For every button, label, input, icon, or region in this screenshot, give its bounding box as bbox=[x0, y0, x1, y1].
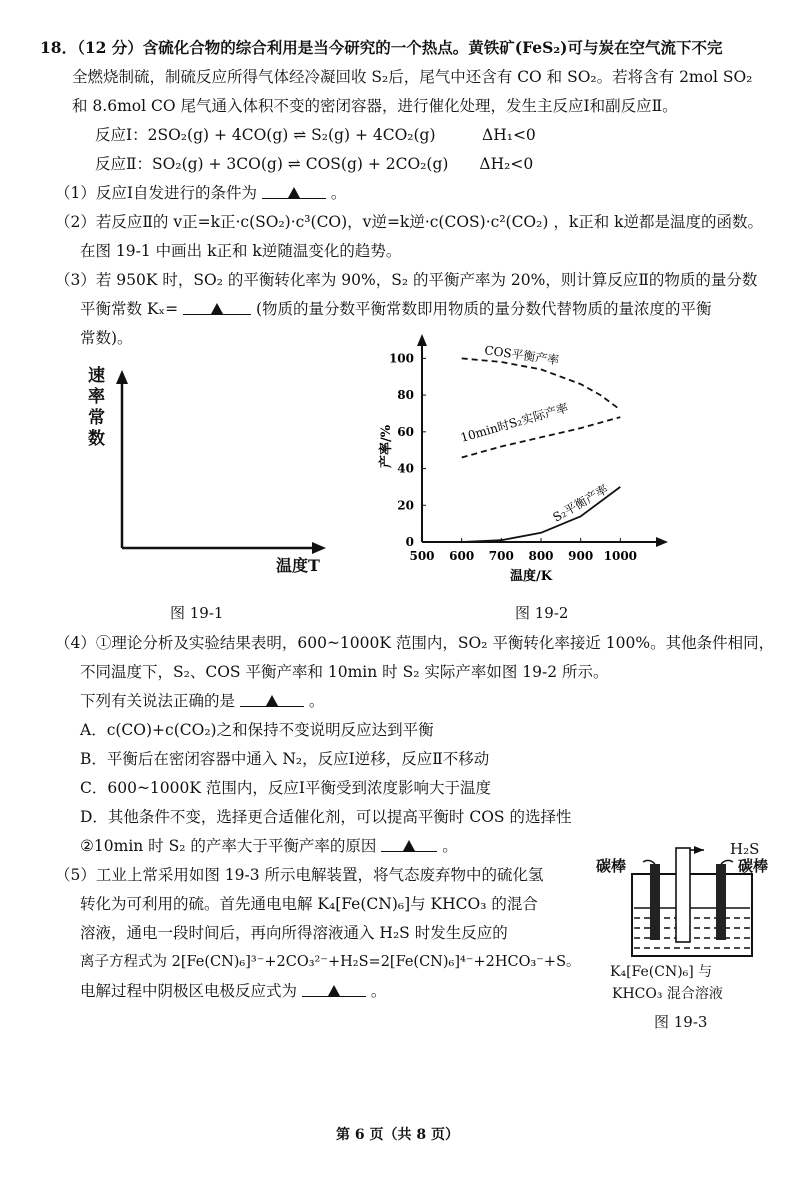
option-d[interactable]: D．其他条件不变，选择更合适催化剂，可以提高平衡时 COS 的选择性 bbox=[80, 808, 572, 826]
answer-blank-4-2[interactable] bbox=[381, 835, 437, 852]
answer-blank-5[interactable] bbox=[302, 980, 366, 997]
part-4-line-1: （4）①理论分析及实验结果表明，600~1000K 范围内，SO₂ 平衡转化率接近 100%。其他条件相同， bbox=[55, 634, 775, 652]
answer-blank-1[interactable] bbox=[262, 182, 326, 199]
part-5-line-4: 离子方程式为 2[Fe(CN)₆]³⁻+2CO₃²⁻+H₂S=2[Fe(CN)₆]⁴⁻+2HCO₃⁻+S。 bbox=[80, 954, 581, 970]
part-5-prompt: 电解过程中阴极区电极反应式为 bbox=[80, 982, 298, 1000]
part-4-prompt-end: 。 bbox=[308, 692, 325, 710]
right-carbon-rod bbox=[716, 864, 726, 940]
option-a[interactable]: A．c(CO)+c(CO₂)之和保持不变说明反应达到平衡 bbox=[80, 721, 434, 739]
fig2-y-tick-label: 80 bbox=[397, 388, 414, 403]
part-5-line-3: 溶液，通电一段时间后，再向所得溶液通入 H₂S 时发生反应的 bbox=[80, 924, 508, 942]
fig2-x-tick-label: 600 bbox=[449, 549, 475, 563]
fig2-y-tick-label: 40 bbox=[397, 461, 414, 476]
fig2-ylabel: 产率/% bbox=[379, 424, 394, 468]
intro-line-3: 和 8.6mol CO 尾气通入体积不变的密闭容器，进行催化处理，发生主反应Ⅰ和副反应Ⅱ。 bbox=[72, 97, 678, 115]
part-3-line-2 bbox=[80, 298, 712, 320]
fig2-x-tick-label: 800 bbox=[528, 549, 554, 563]
figure-19-2[interactable] bbox=[360, 330, 680, 590]
fig3-caption: 图 19-3 bbox=[654, 1013, 708, 1031]
option-c[interactable]: C．600~1000K 范围内，反应Ⅰ平衡受到浓度影响大于温度 bbox=[80, 779, 492, 797]
part-4-q2-end: 。 bbox=[442, 837, 458, 855]
part-1-text: （1）反应Ⅰ自发进行的条件为 bbox=[55, 184, 257, 202]
part-1 bbox=[55, 182, 346, 204]
fig2-caption: 图 19-2 bbox=[515, 604, 569, 622]
part-4-prompt: 下列有关说法正确的是 bbox=[80, 692, 236, 710]
part-2-line-2: 在图 19-1 中画出 k正和 k逆随温变化的趋势。 bbox=[80, 242, 402, 260]
part-3-line-1: （3）若 950K 时，SO₂ 的平衡转化率为 90%，S₂ 的平衡产率为 20%，则计算反应Ⅱ的物质的量分数 bbox=[55, 271, 758, 289]
part-2-line-1: （2）若反应Ⅱ的 v正=k正·c(SO₂)·c³(CO)，v逆=k逆·c(COS)·c²(CO₂) ，k正和 k逆都是温度的函数。 bbox=[55, 213, 764, 231]
reaction-2: 反应Ⅱ：SO₂(g) + 3CO(g) ⇌ COS(g) + 2CO₂(g) ΔH₂<0 bbox=[95, 155, 534, 173]
part-4-q2-text: ②10min 时 S₂ 的产率大于平衡产率的原因 bbox=[80, 837, 377, 855]
fig2-label-cos: COS平衡产率 bbox=[483, 343, 561, 368]
intro-line-2: 全燃烧制硫，制硫反应所得气体经冷凝回收 S₂后，尾气中还含有 CO 和 SO₂。若将含有 2mol SO₂ bbox=[72, 68, 753, 86]
part-5-line-2: 转化为可利用的硫。首先通电电解 K₄[Fe(CN)₆]与 KHCO₃ 的混合 bbox=[80, 895, 538, 913]
fig1-xlabel: 温度T bbox=[276, 556, 320, 575]
solution-label-1: K₄[Fe(CN)₆] 与 bbox=[610, 964, 713, 980]
fig1-ylabel: 速 率 常 数 bbox=[88, 366, 105, 449]
fig2-x-tick-label: 1000 bbox=[603, 549, 638, 563]
gas-inlet-tube bbox=[676, 848, 690, 942]
fig2-x-tick-label: 900 bbox=[568, 549, 594, 563]
fig2-xlabel: 温度/K bbox=[510, 569, 553, 584]
left-electrode-label: 碳棒 bbox=[596, 857, 627, 875]
triangle-icon bbox=[266, 695, 278, 706]
triangle-icon bbox=[211, 303, 223, 314]
solution-label-2: KHCO₃ 混合溶液 bbox=[612, 986, 723, 1002]
triangle-icon bbox=[403, 840, 415, 851]
part-3-note: (物质的量分数平衡常数即用物质的量分数代替物质的量浓度的平衡 bbox=[255, 300, 712, 318]
right-electrode-label: 碳棒 bbox=[738, 857, 769, 875]
left-wire bbox=[643, 860, 655, 864]
part-4-q2 bbox=[80, 835, 458, 857]
answer-blank-3[interactable] bbox=[183, 298, 251, 315]
fig2-series-cos-equilibrium-yield bbox=[462, 358, 621, 409]
left-carbon-rod bbox=[650, 864, 660, 940]
part-4-line-3 bbox=[80, 690, 324, 712]
fig1-caption: 图 19-1 bbox=[170, 604, 224, 622]
part-3-line-3: 常数)。 bbox=[80, 329, 133, 347]
fig2-label-s2: S₂平衡产率 bbox=[550, 481, 611, 525]
question-header: 18．（12 分）含硫化合物的综合利用是当今研究的一个热点。黄铁矿(FeS₂)可与炭在空气流下不完 bbox=[40, 38, 723, 57]
fig2-label-actual: 10min时S₂实际产率 bbox=[458, 400, 570, 445]
gas-label: H₂S bbox=[730, 840, 760, 858]
fig2-y-tick-label: 20 bbox=[397, 498, 414, 513]
kx-label: 平衡常数 Kₓ= bbox=[80, 300, 179, 318]
fig2-y-tick-label: 100 bbox=[388, 351, 414, 366]
part-1-end: 。 bbox=[330, 184, 347, 202]
answer-blank-4-1[interactable] bbox=[240, 690, 304, 707]
fig2-x-tick-label: 700 bbox=[488, 549, 514, 563]
part-5-line-1: （5）工业上常采用如图 19-3 所示电解装置，将气态废弃物中的硫化氢 bbox=[55, 866, 544, 884]
triangle-icon bbox=[288, 187, 300, 198]
option-b[interactable]: B．平衡后在密闭容器中通入 N₂，反应Ⅰ逆移，反应Ⅱ不移动 bbox=[80, 750, 490, 768]
part-5-line-5 bbox=[80, 980, 386, 1002]
fig2-x-tick-label: 500 bbox=[409, 549, 435, 563]
reaction-1: 反应Ⅰ：2SO₂(g) + 4CO(g) ⇌ S₂(g) + 4CO₂(g) ΔH₁<0 bbox=[95, 126, 536, 144]
part-4-line-2: 不同温度下，S₂、COS 平衡产率和 10min 时 S₂ 实际产率如图 19-2 所示。 bbox=[80, 663, 609, 681]
part-5-end: 。 bbox=[370, 982, 387, 1000]
right-wire bbox=[721, 860, 733, 864]
fig2-y-tick-label: 60 bbox=[397, 424, 414, 439]
triangle-icon bbox=[328, 985, 340, 996]
page-footer: 第 6 页（共 8 页） bbox=[336, 1127, 459, 1143]
fig2-y-tick-label: 0 bbox=[405, 535, 414, 549]
